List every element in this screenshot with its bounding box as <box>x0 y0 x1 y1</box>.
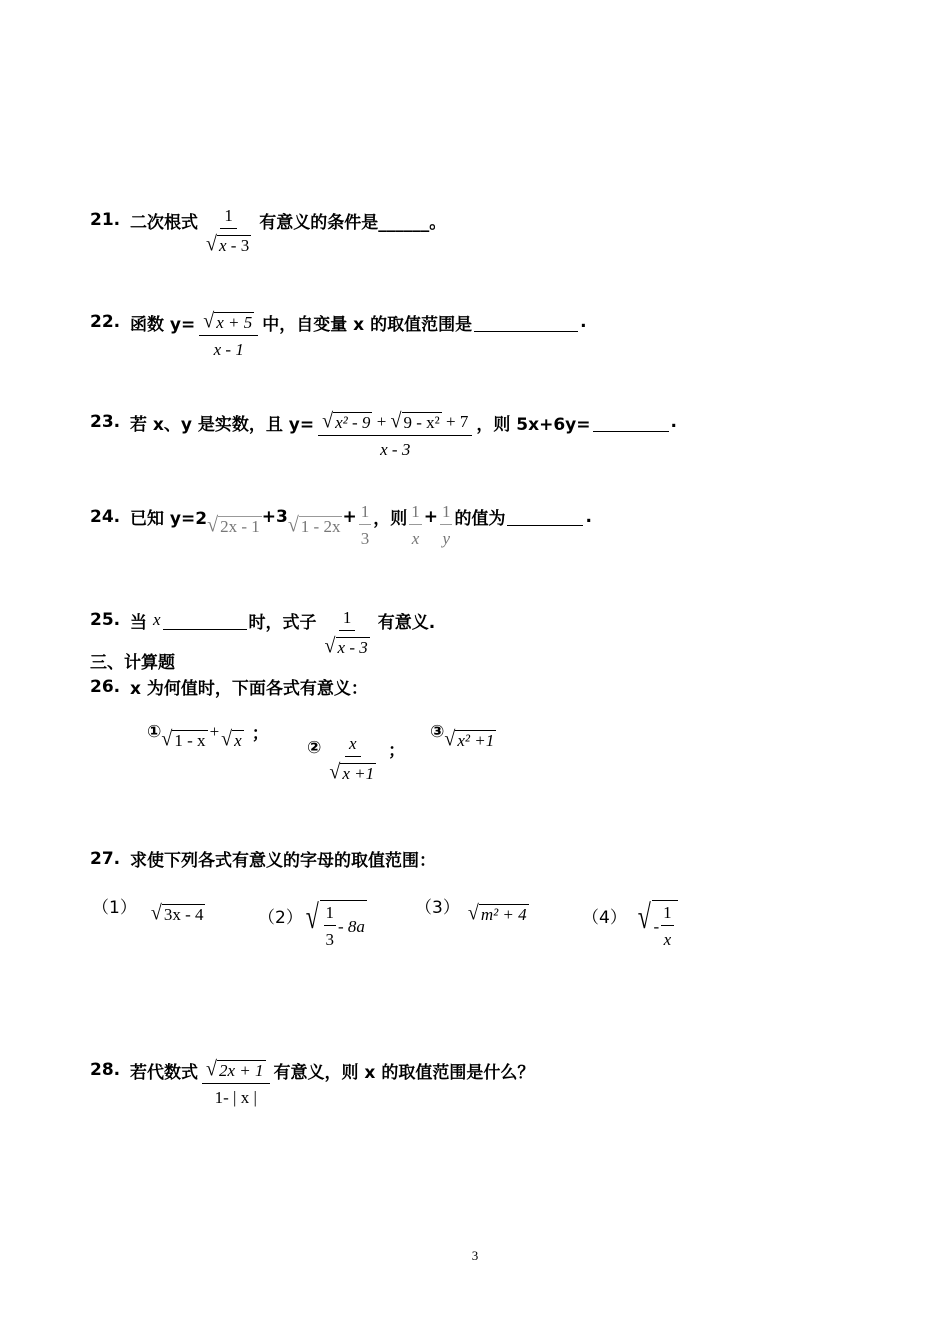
question-26 <box>90 674 368 699</box>
fraction-numerator: 1 <box>220 206 237 229</box>
question-number: 23. <box>90 412 121 432</box>
radicand: 3x - 4 <box>163 905 204 924</box>
radicand: x <box>218 236 227 255</box>
denominator-rest: - 3 <box>226 236 250 255</box>
circled-number: ① <box>147 721 162 742</box>
radical: √ 9 - x² <box>390 409 440 433</box>
question-21 <box>90 184 446 256</box>
question-number: 25. <box>90 610 121 630</box>
radicand: x² +1 <box>457 731 495 750</box>
question-number: 26. <box>90 676 121 697</box>
fraction-expression <box>195 284 262 360</box>
fraction-expression <box>317 582 378 658</box>
radical: √ - $\frac{1}{x}$ <box>635 896 678 950</box>
question-number: 21. <box>90 210 121 230</box>
radical: √ x + 5 <box>203 309 253 333</box>
radicand: x² - 9 <box>335 413 371 432</box>
fraction-expression <box>438 484 455 549</box>
fraction-denominator: x <box>663 930 672 949</box>
period: . <box>580 312 587 332</box>
item-label: （1） <box>92 898 137 918</box>
q27-item-2 <box>258 880 367 950</box>
expression <box>288 514 343 537</box>
question-text: 有意义的条件是______。 <box>259 212 447 233</box>
fraction-numerator: 1 <box>359 502 372 525</box>
plus-sign: + <box>372 412 391 431</box>
question-22 <box>90 284 587 360</box>
item-label: （2） <box>258 907 303 928</box>
q26-part-3 <box>430 712 496 751</box>
plus-sign: + <box>423 506 438 527</box>
fraction-expression <box>321 712 384 784</box>
fraction-numerator: x <box>349 734 357 753</box>
radicand: x +1 <box>342 764 375 783</box>
period: . <box>585 506 592 527</box>
radicand: x - 3 <box>337 638 368 657</box>
radicand: 1 - 2x <box>300 517 341 536</box>
q27-item-1 <box>92 886 205 925</box>
q27-item-4 <box>582 880 678 950</box>
radical: √ x² - 9 <box>322 409 371 433</box>
question-number: 22. <box>90 312 121 332</box>
radicand: 2x - 1 <box>220 517 260 536</box>
circled-number: ③ <box>430 721 445 742</box>
fraction-expression <box>357 484 374 549</box>
fraction-expression <box>314 384 476 460</box>
answer-blank[interactable] <box>507 507 583 526</box>
variable: x <box>153 610 161 629</box>
radicand: 9 - x² <box>403 413 440 432</box>
radical: √ x - 3 <box>206 232 250 256</box>
fraction-denominator: 3 <box>360 529 370 548</box>
question-text: x 为何值时，下面各式有意义： <box>130 679 368 699</box>
separator: ； <box>251 724 269 744</box>
radical: √ x +1 <box>329 760 375 784</box>
section-heading: 三、计算题 <box>90 653 175 673</box>
radicand: m² + 4 <box>480 905 527 924</box>
item-label: （3） <box>415 898 460 918</box>
question-text: 二次根式 <box>130 212 198 233</box>
fraction-denominator: x <box>411 529 420 548</box>
question-text: 有意义. <box>377 612 436 633</box>
fraction-numerator: 1 <box>324 903 337 926</box>
radical: √ x <box>221 727 242 751</box>
question-text: 若代数式 <box>130 1062 198 1083</box>
fraction-expression <box>198 184 259 256</box>
fraction-numerator: 1 <box>339 608 356 631</box>
separator: ； <box>388 740 406 761</box>
question-text: 的值为 <box>454 509 506 529</box>
radicand: x + 5 <box>216 313 253 332</box>
plus-sign: + <box>342 506 357 527</box>
plus-sign: + <box>209 721 220 741</box>
radical: √ 2x - 1 <box>207 513 260 537</box>
question-text: 函数 y= <box>130 314 196 335</box>
question-text: ，则 <box>373 509 408 529</box>
expression <box>207 514 262 537</box>
question-24 <box>90 484 592 549</box>
radical: √ x - 3 <box>324 634 368 658</box>
q26-part-2 <box>307 712 405 784</box>
question-text: 若 x、y 是实数，且 y= <box>130 414 315 435</box>
radicand: 2x + 1 <box>218 1061 264 1080</box>
radicand: x <box>234 731 242 750</box>
question-number: 27. <box>90 848 121 869</box>
question-28 <box>90 1032 534 1108</box>
question-text: 时，式子 <box>248 612 317 633</box>
minus-sign: - <box>653 916 660 936</box>
period: . <box>670 412 677 432</box>
question-number: 24. <box>90 506 121 527</box>
radicand-rest: - 8a <box>338 916 365 936</box>
question-text: 有意义，则 x 的取值范围是什么？ <box>273 1062 535 1083</box>
radicand: 1 - x <box>174 731 206 750</box>
fraction-denominator: 1- | x | <box>214 1088 257 1107</box>
constant-term: + 7 <box>441 412 469 431</box>
fraction-expression <box>198 1032 274 1108</box>
page-number: 3 <box>471 1248 479 1263</box>
fraction-numerator: 1 <box>440 502 453 525</box>
q27-item-3 <box>415 886 529 925</box>
radical: √ x² +1 <box>444 727 495 751</box>
question-text: 求使下列各式有意义的字母的取值范围： <box>130 851 436 871</box>
question-27 <box>90 846 436 871</box>
radical: √ 1 - 2x <box>287 513 341 537</box>
radical: √ 1 - x <box>161 727 206 751</box>
fraction-denominator: 3 <box>325 930 334 949</box>
radical: √ 3x - 4 <box>150 901 204 925</box>
question-text: 当 <box>130 612 147 633</box>
answer-blank[interactable] <box>593 413 669 432</box>
radical: √ m² + 4 <box>467 901 527 925</box>
answer-blank[interactable] <box>474 313 578 332</box>
fraction-denominator: x - 3 <box>380 440 411 459</box>
fraction-numerator: 1 <box>661 903 674 926</box>
radical: √ $\frac{1}{3}$ - 8a <box>305 899 365 949</box>
expression-term: +3 <box>261 506 288 527</box>
question-text: ，则 5x+6y= <box>476 414 591 435</box>
fraction-numerator: 1 <box>409 502 422 525</box>
fraction-denominator: y <box>442 529 450 548</box>
circled-number: ② <box>307 738 322 758</box>
item-label: （4） <box>582 907 627 928</box>
fraction-denominator: x - 1 <box>213 340 244 359</box>
question-text: 已知 y=2 <box>130 509 208 529</box>
answer-blank[interactable] <box>163 611 247 630</box>
fraction-expression <box>407 484 424 549</box>
question-23 <box>90 384 677 460</box>
question-25 <box>90 582 435 658</box>
q26-part-1 <box>147 712 269 751</box>
radical: √ 2x + 1 <box>206 1057 264 1081</box>
question-number: 28. <box>90 1060 121 1080</box>
question-text: 中，自变量 x 的取值范围是 <box>262 314 473 335</box>
